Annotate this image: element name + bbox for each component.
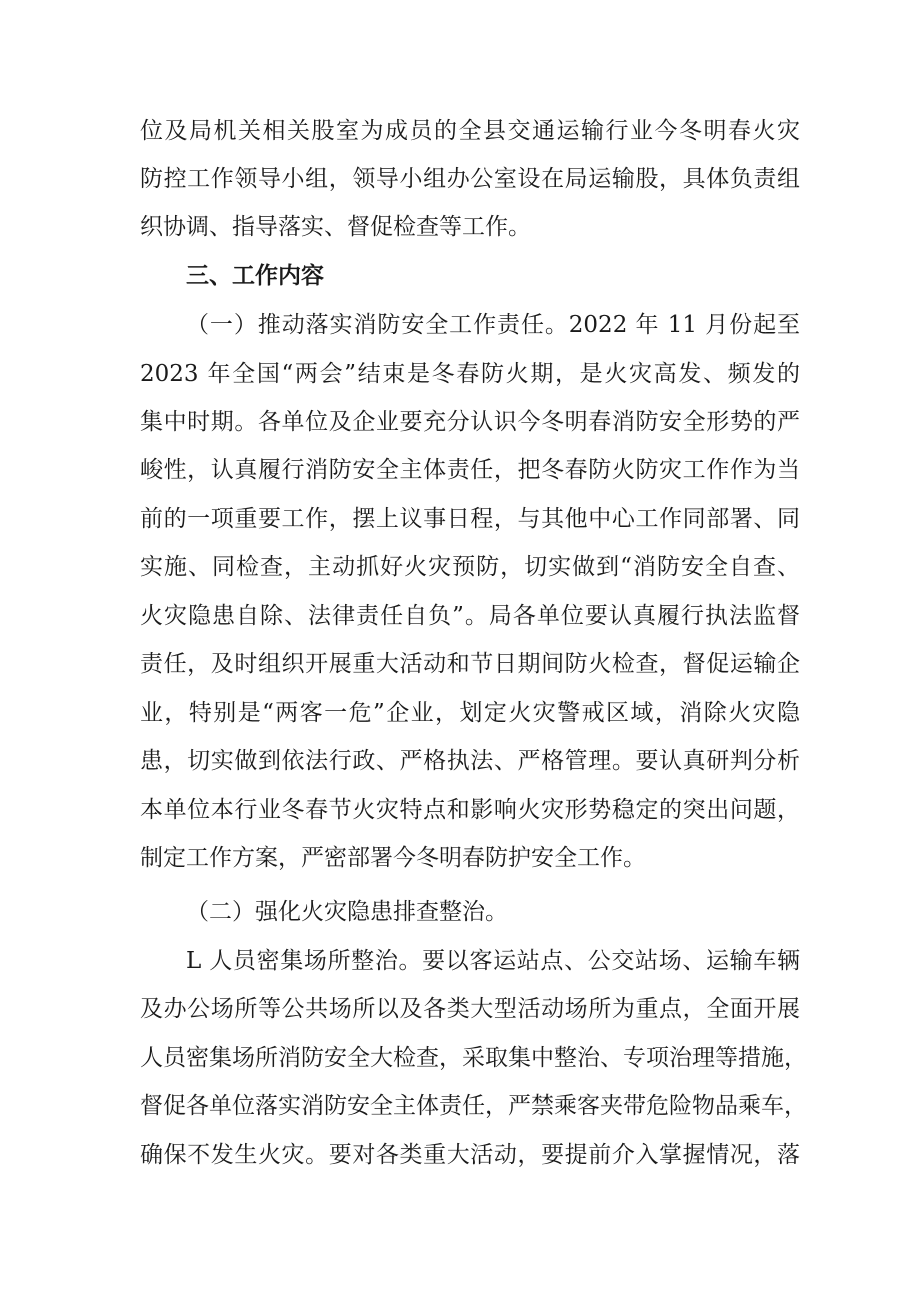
text-line: 患，切实做到依法行政、严格执法、严格管理。要认真研判分析 [140, 748, 800, 774]
text-line: 督促各单位落实消防安全主体责任，严禁乘客夹带危险物品乘车， [140, 1093, 807, 1119]
text-line: 及办公场所等公共场所以及各类大型活动场所为重点，全面开展 [140, 996, 800, 1022]
text-line: （一）推动落实消防安全工作责任。2022 年 11 月份起至 [186, 312, 800, 338]
text-line: 本单位本行业冬春节火灾特点和影响火灾形势稳定的突出问题， [140, 797, 800, 823]
text-line: 位及局机关相关股室为成员的全县交通运输行业今冬明春火灾 [140, 118, 800, 144]
text-line: 火灾隐患自除、法律责任自负”。局各单位要认真履行执法监督 [140, 603, 800, 629]
text-line: 业，特别是“两客一危”企业，划定火灾警戒区域，消除火灾隐 [140, 700, 800, 726]
text-line: L 人员密集场所整治。要以客运站点、公交站场、运输车辆 [186, 948, 800, 974]
text-line: 集中时期。各单位及企业要充分认识今冬明春消防安全形势的严 [140, 409, 800, 435]
section-heading: 三、工作内容 [186, 263, 324, 289]
text-line: 2023 年全国“两会”结束是冬春防火期，是火灾高发、频发的 [140, 361, 800, 387]
text-line: 前的一项重要工作，摆上议事日程，与其他中心工作同部署、同 [140, 506, 800, 532]
text-line: 制定工作方案，严密部署今冬明春防护安全工作。 [140, 845, 646, 871]
subsection-heading: （二）强化火灾隐患排查整治。 [186, 899, 508, 925]
text-line: 确保不发生火灾。要对各类重大活动，要提前介入掌握情况，落 [140, 1142, 800, 1168]
text-line: 峻性，认真履行消防安全主体责任，把冬春防火防灾工作作为当 [140, 457, 800, 483]
text-line: 实施、同检查，主动抓好火灾预防，切实做到“消防安全自查、 [140, 554, 800, 580]
text-line: 防控工作领导小组，领导小组办公室设在局运输股，具体负责组 [140, 166, 800, 192]
text-line: 人员密集场所消防安全大检查，采取集中整治、专项治理等措施， [140, 1045, 807, 1071]
text-line: 责任，及时组织开展重大活动和节日期间防火检查，督促运输企 [140, 651, 800, 677]
text-line: 织协调、指导落实、督促检查等工作。 [140, 214, 531, 240]
